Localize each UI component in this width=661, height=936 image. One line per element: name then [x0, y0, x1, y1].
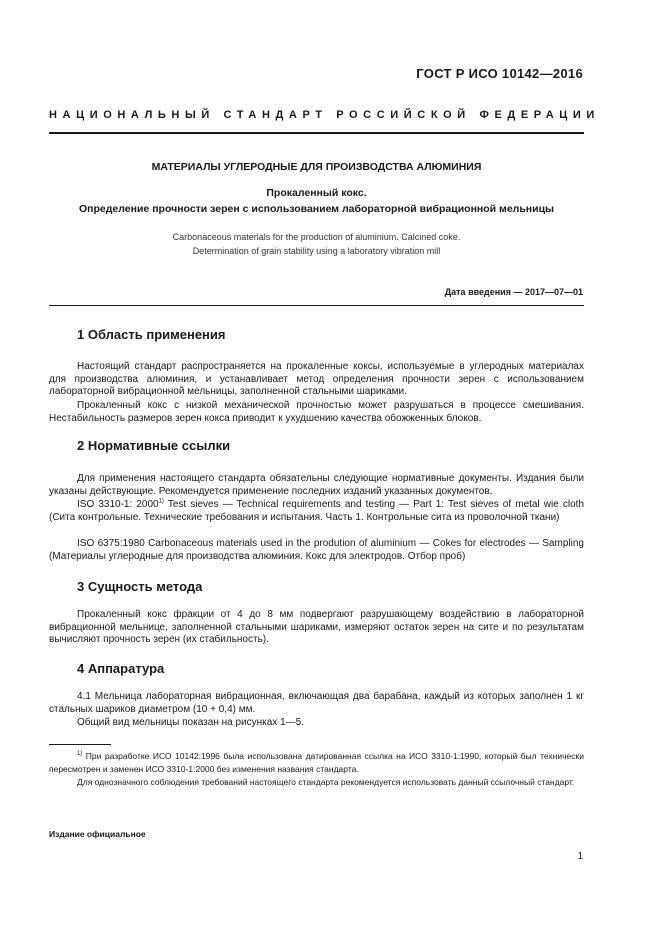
section-4-paragraph-1: 4.1 Мельница лабораторная вибрационная, включающая два барабана, каждый из которых заполнен 1 кг стальных шариков диаметром (10 + 0,4) мм.: [49, 691, 584, 715]
section-2-reference-iso-6375: ISO 6375:1980 Carbonaceous materials used in the prodution of aluminium — Cokes for electrodes — Sampling (Материалы углеродные для производства алюминия. Кокс для электродов. Отбор проб): [49, 538, 584, 562]
section-1-paragraph-2: Прокаленный кокс с низкой механической прочностью может разрушаться в процессе смешивания. Нестабильность размеров зерен кокса приводит к ухудшению качества обожженных блоков.: [49, 400, 584, 424]
english-title-1: Carbonaceous materials for the production of aluminium. Calcined coke.: [172, 232, 461, 242]
section-1-paragraph-1: Настоящий стандарт распространяется на прокаленные коксы, используемые в углеродных материалах для производства алюминия, и устанавливает метод определения прочности зерен с использованием лабораторной вибрационной мельницы, заполненной стальными шариками.: [49, 361, 584, 397]
section-2-reference-iso-3310: [49, 499, 584, 524]
english-title-2: Determination of grain stability using a laboratory vibration mill: [192, 246, 441, 256]
footnote-number: 1): [77, 751, 83, 758]
footnote-1: [49, 750, 584, 775]
footnote-divider: [49, 744, 111, 745]
national-standard-banner: НАЦИОНАЛЬНЫЙ СТАНДАРТ РОССИЙСКОЙ ФЕДЕРАЦИИ: [49, 109, 600, 121]
document-subtitle-1: Прокаленный кокс.: [266, 187, 367, 199]
section-1-heading: 1 Область применения: [77, 327, 226, 342]
document-code: ГОСТ Р ИСО 10142—2016: [416, 66, 583, 81]
reference-text: Test sieves — Technical requirements and testing — Part 1: Test sieves of metal wie cloth (Сита контрольные. Технические требования и испытания. Часть 1. Контрольные сита из проволочной ткани): [49, 499, 584, 523]
footnote-2: Для однозначного соблюдения требований настоящего стандарта рекомендуется использовать данный ссылочный стандарт.: [77, 777, 575, 787]
section-3-paragraph-1: Прокаленный кокс фракции от 4 до 8 мм подвергают разрушающему воздействию в лабораторной вибрационной мельнице, заполненной стальными шариками, измеряют остаток зерен на сите и по результатам вычисляют прочность зерен (их стабильность).: [49, 609, 584, 645]
date-divider: [49, 305, 584, 306]
reference-code: ISO 3310-1: 2000: [77, 499, 159, 510]
header-divider: [49, 132, 584, 134]
introduction-date: Дата введения — 2017—07—01: [444, 287, 583, 297]
edition-label: Издание официальное: [49, 829, 146, 839]
section-2-heading: 2 Нормативные ссылки: [77, 438, 231, 453]
section-3-heading: 3 Сущность метода: [77, 579, 203, 594]
page-number: 1: [577, 851, 583, 862]
section-4-paragraph-2: Общий вид мельницы показан на рисунках 1—5.: [77, 717, 304, 728]
section-4-heading: 4 Аппаратура: [77, 661, 165, 676]
footnote-mark: 1): [158, 498, 164, 505]
document-title: МАТЕРИАЛЫ УГЛЕРОДНЫЕ ДЛЯ ПРОИЗВОДСТВА АЛЮМИНИЯ: [151, 161, 482, 173]
document-subtitle-2: Определение прочности зерен с использованием лабораторной вибрационной мельницы: [79, 203, 554, 215]
section-2-paragraph-1: Для применения настоящего стандарта обязательны следующие нормативные документы. Издания были указаны действующие. Рекомендуется применение последних изданий указанных документов.: [49, 473, 584, 497]
footnote-text: При разработке ИСО 10142:1996 была использована датированная ссылка на ИСО 3310-1:1990, который был технически пересмотрен и заменен ИСО 3310-1:2000 без изменения названия стандарта.: [49, 751, 584, 774]
